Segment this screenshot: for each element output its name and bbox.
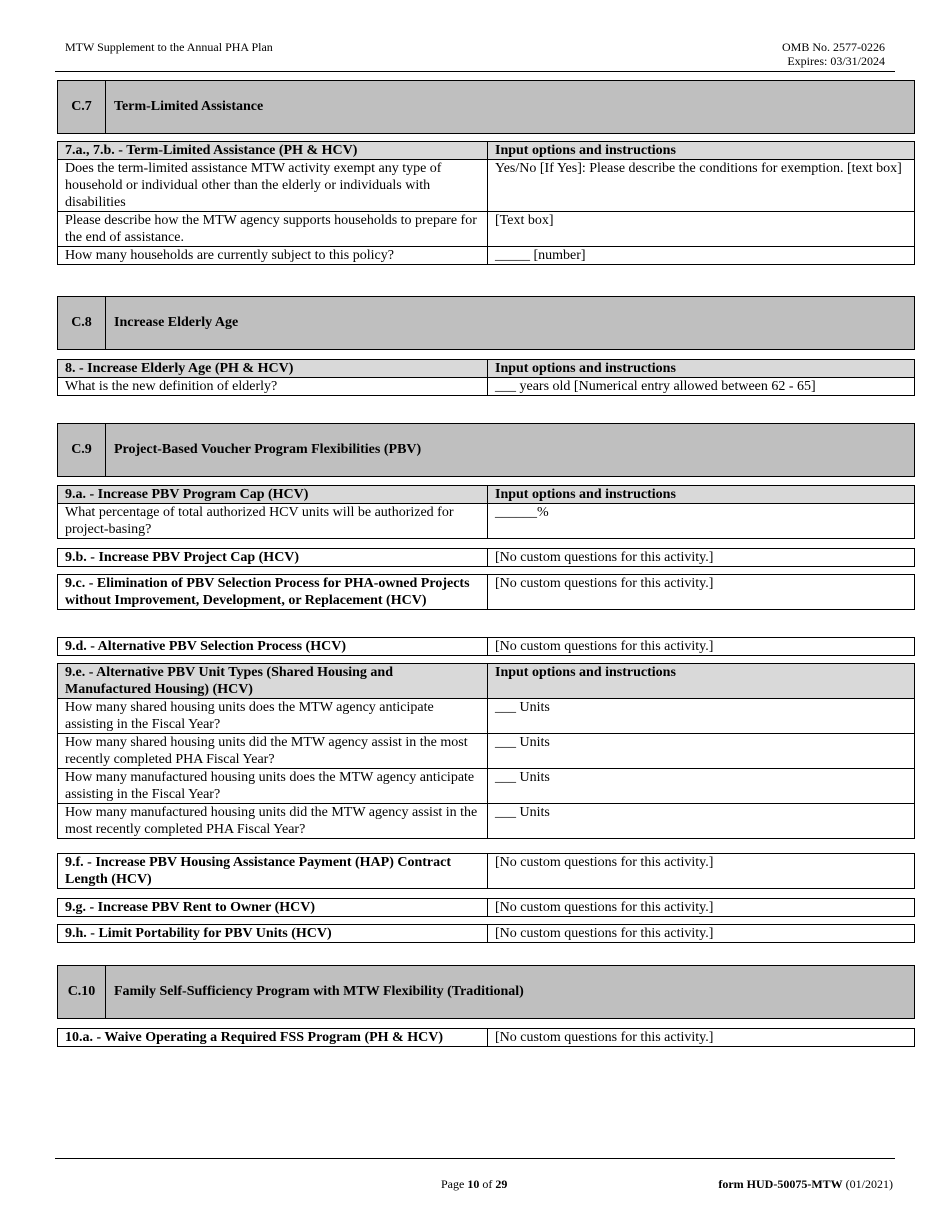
table-header-row [58, 486, 915, 504]
instructions-heading: Input options and instructions [488, 664, 915, 699]
table-row [58, 1029, 915, 1047]
instructions-heading: Input options and instructions [488, 360, 915, 378]
table-row [58, 575, 915, 610]
header-omb-block [782, 40, 885, 68]
table-row [58, 378, 915, 396]
table-c10a [57, 1028, 915, 1047]
table-row [58, 247, 915, 265]
input-cell: [No custom questions for this activity.] [488, 899, 915, 917]
table-row [58, 899, 915, 917]
activity-heading: 10.a. - Waive Operating a Required FSS Program (PH & HCV) [58, 1029, 488, 1047]
table-c9g [57, 898, 915, 917]
form-number: form HUD-50075-MTW (01/2021) [718, 1177, 893, 1191]
activity-heading: 9.a. - Increase PBV Program Cap (HCV) [58, 486, 488, 504]
question-cell: What is the new definition of elderly? [58, 378, 488, 396]
activity-heading: 8. - Increase Elderly Age (PH & HCV) [58, 360, 488, 378]
question-cell: Does the term-limited assistance MTW activity exempt any type of household or individual other than the elderly or individuals with disabilities [58, 160, 488, 212]
table-row [58, 854, 915, 889]
table-row [58, 549, 915, 567]
activity-heading: 9.h. - Limit Portability for PBV Units (HCV) [58, 925, 488, 943]
section-c9-header [57, 423, 915, 477]
input-cell: ___ Units [488, 734, 915, 769]
table-header-row [58, 664, 915, 699]
input-cell: ___ years old [Numerical entry allowed between 62 - 65] [488, 378, 915, 396]
table-row [58, 638, 915, 656]
activity-heading: 9.f. - Increase PBV Housing Assistance Payment (HAP) Contract Length (HCV) [58, 854, 488, 889]
table-c9h [57, 924, 915, 943]
table-c9c [57, 574, 915, 610]
input-cell: ___ Units [488, 699, 915, 734]
table-c9f [57, 853, 915, 889]
input-cell: [Text box] [488, 212, 915, 247]
section-number: C.8 [58, 297, 106, 349]
question-cell: How many households are currently subject to this policy? [58, 247, 488, 265]
question-cell: How many manufactured housing units did the MTW agency assist in the most recently completed PHA Fiscal Year? [58, 804, 488, 839]
input-cell: [No custom questions for this activity.] [488, 575, 915, 610]
input-cell: [No custom questions for this activity.] [488, 854, 915, 889]
table-c9e [57, 663, 915, 839]
header-title: MTW Supplement to the Annual PHA Plan [65, 40, 273, 54]
table-c9a [57, 485, 915, 539]
table-header-row [58, 142, 915, 160]
footer-rule [55, 1158, 895, 1159]
table-row [58, 769, 915, 804]
section-c7-header [57, 80, 915, 134]
input-cell: [No custom questions for this activity.] [488, 925, 915, 943]
omb-number: OMB No. 2577-0226 [781, 40, 885, 54]
table-c7 [57, 141, 915, 265]
question-cell: How many manufactured housing units does the MTW agency anticipate assisting in the Fiscal Year? [58, 769, 488, 804]
table-row [58, 804, 915, 839]
instructions-heading: Input options and instructions [488, 486, 915, 504]
activity-heading: 9.d. - Alternative PBV Selection Process (HCV) [58, 638, 488, 656]
page-number: Page 10 of 29 [441, 1177, 508, 1191]
table-row [58, 925, 915, 943]
input-cell: ______% [488, 504, 915, 539]
activity-heading: 9.b. - Increase PBV Project Cap (HCV) [58, 549, 488, 567]
expiration-date: Expires: 03/31/2024 [787, 54, 885, 68]
input-cell: [No custom questions for this activity.] [488, 638, 915, 656]
header-rule [55, 71, 895, 72]
table-c9b [57, 548, 915, 567]
instructions-heading: Input options and instructions [488, 142, 915, 160]
table-row [58, 160, 915, 212]
table-row [58, 212, 915, 247]
input-cell: _____ [number] [488, 247, 915, 265]
section-c10-header [57, 965, 915, 1019]
table-row [58, 504, 915, 539]
section-title: Project-Based Voucher Program Flexibilities (PBV) [114, 442, 422, 457]
section-title: Increase Elderly Age [114, 315, 239, 330]
table-row [58, 734, 915, 769]
question-cell: How many shared housing units does the MTW agency anticipate assisting in the Fiscal Year? [58, 699, 488, 734]
activity-heading: 9.e. - Alternative PBV Unit Types (Shared Housing and Manufactured Housing) (HCV) [58, 664, 488, 699]
section-number: C.10 [58, 966, 106, 1018]
input-cell: [No custom questions for this activity.] [488, 1029, 915, 1047]
input-cell: Yes/No [If Yes]: Please describe the conditions for exemption. [text box] [488, 160, 915, 212]
table-row [58, 699, 915, 734]
section-number: C.7 [58, 81, 106, 133]
question-cell: How many shared housing units did the MTW agency assist in the most recently completed PHA Fiscal Year? [58, 734, 488, 769]
section-title: Term-Limited Assistance [114, 99, 264, 114]
question-cell: Please describe how the MTW agency supports households to prepare for the end of assistance. [58, 212, 488, 247]
activity-heading: 7.a., 7.b. - Term-Limited Assistance (PH & HCV) [58, 142, 488, 160]
activity-heading: 9.c. - Elimination of PBV Selection Process for PHA-owned Projects without Improvement, Development, or Replacement (HCV) [58, 575, 488, 610]
question-cell: What percentage of total authorized HCV units will be authorized for project-basing? [58, 504, 488, 539]
section-c8-header [57, 296, 915, 350]
table-header-row [58, 360, 915, 378]
table-c9d [57, 637, 915, 656]
input-cell: ___ Units [488, 804, 915, 839]
input-cell: [No custom questions for this activity.] [488, 549, 915, 567]
input-cell: ___ Units [488, 769, 915, 804]
section-title: Family Self-Sufficiency Program with MTW Flexibility (Traditional) [114, 984, 524, 999]
section-number: C.9 [58, 424, 106, 476]
table-c8 [57, 359, 915, 396]
activity-heading: 9.g. - Increase PBV Rent to Owner (HCV) [58, 899, 488, 917]
